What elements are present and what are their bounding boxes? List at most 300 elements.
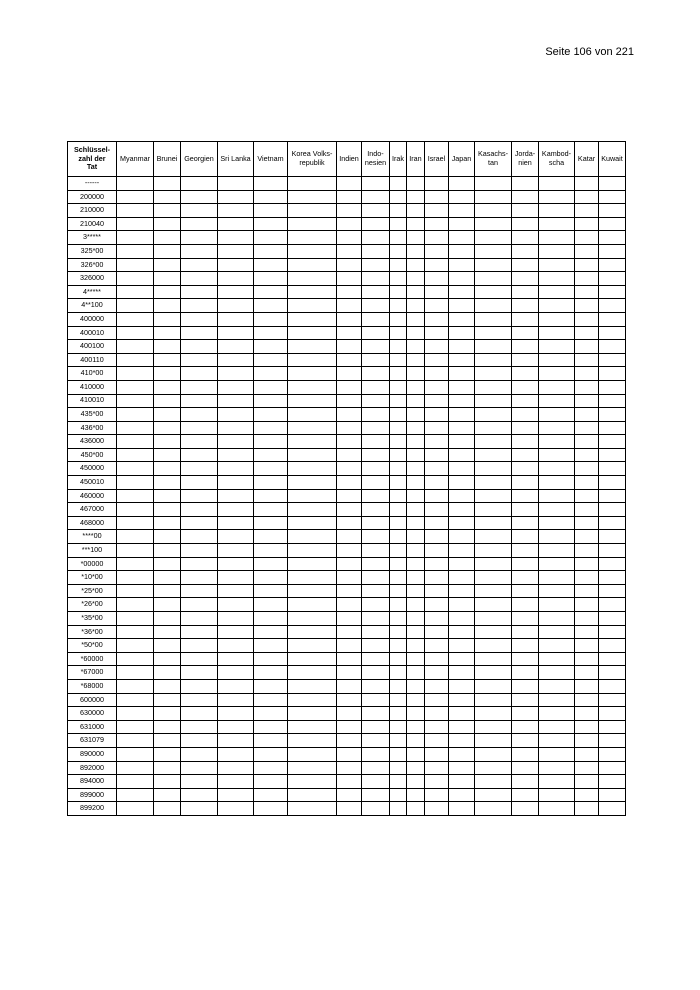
empty-cell: [449, 503, 475, 517]
empty-cell: [390, 720, 407, 734]
empty-cell: [475, 747, 512, 761]
table-row: [68, 775, 626, 789]
empty-cell: [181, 285, 218, 299]
empty-cell: [337, 217, 362, 231]
empty-cell: [539, 312, 575, 326]
empty-cell: [425, 421, 449, 435]
empty-cell: [539, 516, 575, 530]
empty-cell: [254, 367, 288, 381]
country-column-header: Jorda- nien: [512, 142, 539, 177]
empty-cell: [154, 571, 181, 585]
empty-cell: [425, 190, 449, 204]
offense-key-cell: 400010: [68, 326, 117, 340]
empty-cell: [599, 516, 626, 530]
empty-cell: [390, 584, 407, 598]
table-row: [68, 747, 626, 761]
empty-cell: [575, 625, 599, 639]
empty-cell: [181, 707, 218, 721]
empty-cell: [539, 652, 575, 666]
offense-key-cell: 435*00: [68, 408, 117, 422]
empty-cell: [218, 421, 254, 435]
empty-cell: [181, 353, 218, 367]
empty-cell: [117, 734, 154, 748]
empty-cell: [407, 421, 425, 435]
empty-cell: [512, 693, 539, 707]
empty-cell: [407, 177, 425, 191]
empty-cell: [599, 571, 626, 585]
empty-cell: [288, 190, 337, 204]
empty-cell: [117, 775, 154, 789]
empty-cell: [117, 666, 154, 680]
empty-cell: [288, 598, 337, 612]
empty-cell: [475, 272, 512, 286]
empty-cell: [449, 204, 475, 218]
empty-cell: [288, 584, 337, 598]
empty-cell: [117, 802, 154, 816]
empty-cell: [362, 802, 390, 816]
empty-cell: [390, 802, 407, 816]
empty-cell: [254, 217, 288, 231]
empty-cell: [154, 489, 181, 503]
empty-cell: [181, 394, 218, 408]
empty-cell: [390, 244, 407, 258]
empty-cell: [599, 489, 626, 503]
empty-cell: [449, 707, 475, 721]
offense-key-cell: 450*00: [68, 448, 117, 462]
empty-cell: [362, 652, 390, 666]
empty-cell: [254, 557, 288, 571]
empty-cell: [181, 340, 218, 354]
empty-cell: [425, 367, 449, 381]
empty-cell: [425, 394, 449, 408]
empty-cell: [288, 244, 337, 258]
empty-cell: [449, 285, 475, 299]
empty-cell: [288, 666, 337, 680]
empty-cell: [425, 258, 449, 272]
empty-cell: [539, 557, 575, 571]
empty-cell: [475, 258, 512, 272]
offense-key-cell: 436000: [68, 435, 117, 449]
empty-cell: [512, 190, 539, 204]
empty-cell: [512, 326, 539, 340]
table-row: [68, 190, 626, 204]
empty-cell: [181, 612, 218, 626]
empty-cell: [575, 693, 599, 707]
empty-cell: [117, 312, 154, 326]
empty-cell: [117, 421, 154, 435]
country-column-header: Vietnam: [254, 142, 288, 177]
empty-cell: [254, 571, 288, 585]
empty-cell: [218, 489, 254, 503]
empty-cell: [475, 598, 512, 612]
empty-cell: [512, 707, 539, 721]
empty-cell: [475, 707, 512, 721]
empty-cell: [154, 625, 181, 639]
offense-key-cell: *26*00: [68, 598, 117, 612]
empty-cell: [575, 340, 599, 354]
empty-cell: [337, 802, 362, 816]
empty-cell: [154, 367, 181, 381]
empty-cell: [181, 516, 218, 530]
offense-key-cell: ****00: [68, 530, 117, 544]
empty-cell: [337, 231, 362, 245]
empty-cell: [218, 571, 254, 585]
empty-cell: [337, 177, 362, 191]
empty-cell: [254, 353, 288, 367]
empty-cell: [337, 775, 362, 789]
empty-cell: [254, 775, 288, 789]
empty-cell: [218, 503, 254, 517]
empty-cell: [218, 761, 254, 775]
empty-cell: [117, 272, 154, 286]
empty-cell: [512, 734, 539, 748]
empty-cell: [117, 367, 154, 381]
empty-cell: [512, 258, 539, 272]
offense-key-cell: 894000: [68, 775, 117, 789]
empty-cell: [539, 204, 575, 218]
empty-cell: [181, 557, 218, 571]
empty-cell: [288, 571, 337, 585]
empty-cell: [390, 679, 407, 693]
empty-cell: [575, 258, 599, 272]
empty-cell: [475, 231, 512, 245]
empty-cell: [117, 258, 154, 272]
empty-cell: [362, 598, 390, 612]
empty-cell: [390, 707, 407, 721]
empty-cell: [181, 217, 218, 231]
empty-cell: [512, 367, 539, 381]
empty-cell: [512, 177, 539, 191]
empty-cell: [575, 747, 599, 761]
table-row: [68, 679, 626, 693]
empty-cell: [475, 448, 512, 462]
empty-cell: [254, 639, 288, 653]
empty-cell: [337, 394, 362, 408]
empty-cell: [288, 299, 337, 313]
empty-cell: [117, 584, 154, 598]
empty-cell: [117, 217, 154, 231]
empty-cell: [475, 394, 512, 408]
empty-cell: [599, 312, 626, 326]
empty-cell: [599, 204, 626, 218]
empty-cell: [407, 326, 425, 340]
empty-cell: [425, 720, 449, 734]
empty-cell: [117, 380, 154, 394]
empty-cell: [337, 489, 362, 503]
empty-cell: [425, 272, 449, 286]
table-row: [68, 503, 626, 517]
empty-cell: [390, 367, 407, 381]
empty-cell: [288, 639, 337, 653]
empty-cell: [539, 394, 575, 408]
empty-cell: [181, 312, 218, 326]
empty-cell: [288, 476, 337, 490]
empty-cell: [362, 612, 390, 626]
empty-cell: [449, 720, 475, 734]
empty-cell: [117, 489, 154, 503]
empty-cell: [449, 421, 475, 435]
empty-cell: [154, 204, 181, 218]
empty-cell: [575, 652, 599, 666]
empty-cell: [539, 598, 575, 612]
empty-cell: [288, 489, 337, 503]
empty-cell: [512, 598, 539, 612]
offense-key-cell: 410*00: [68, 367, 117, 381]
empty-cell: [288, 272, 337, 286]
empty-cell: [575, 666, 599, 680]
empty-cell: [425, 476, 449, 490]
empty-cell: [337, 516, 362, 530]
empty-cell: [599, 544, 626, 558]
empty-cell: [288, 462, 337, 476]
empty-cell: [575, 380, 599, 394]
empty-cell: [181, 380, 218, 394]
empty-cell: [117, 435, 154, 449]
empty-cell: [288, 285, 337, 299]
empty-cell: [575, 448, 599, 462]
empty-cell: [218, 204, 254, 218]
empty-cell: [575, 707, 599, 721]
table-row: [68, 462, 626, 476]
empty-cell: [181, 747, 218, 761]
empty-cell: [599, 584, 626, 598]
offense-key-cell: 410000: [68, 380, 117, 394]
empty-cell: [362, 693, 390, 707]
empty-cell: [390, 571, 407, 585]
empty-cell: [362, 707, 390, 721]
empty-cell: [390, 353, 407, 367]
empty-cell: [117, 326, 154, 340]
empty-cell: [117, 394, 154, 408]
empty-cell: [117, 598, 154, 612]
empty-cell: [362, 408, 390, 422]
empty-cell: [599, 299, 626, 313]
empty-cell: [218, 408, 254, 422]
empty-cell: [425, 639, 449, 653]
offense-key-cell: *10*00: [68, 571, 117, 585]
empty-cell: [407, 679, 425, 693]
empty-cell: [154, 679, 181, 693]
empty-cell: [512, 285, 539, 299]
empty-cell: [512, 720, 539, 734]
empty-cell: [288, 652, 337, 666]
empty-cell: [599, 639, 626, 653]
empty-cell: [117, 788, 154, 802]
empty-cell: [449, 802, 475, 816]
country-column-header: Indien: [337, 142, 362, 177]
empty-cell: [218, 516, 254, 530]
offense-key-cell: 4*****: [68, 285, 117, 299]
empty-cell: [425, 326, 449, 340]
empty-cell: [425, 312, 449, 326]
empty-cell: [599, 177, 626, 191]
empty-cell: [254, 734, 288, 748]
empty-cell: [181, 367, 218, 381]
empty-cell: [362, 326, 390, 340]
empty-cell: [390, 503, 407, 517]
empty-cell: [254, 380, 288, 394]
empty-cell: [575, 394, 599, 408]
empty-cell: [475, 244, 512, 258]
empty-cell: [512, 231, 539, 245]
empty-cell: [475, 353, 512, 367]
empty-cell: [117, 340, 154, 354]
empty-cell: [449, 666, 475, 680]
empty-cell: [288, 747, 337, 761]
empty-cell: [575, 544, 599, 558]
empty-cell: [475, 625, 512, 639]
table-row: [68, 244, 626, 258]
empty-cell: [390, 231, 407, 245]
empty-cell: [254, 530, 288, 544]
empty-cell: [425, 557, 449, 571]
empty-cell: [254, 747, 288, 761]
empty-cell: [575, 421, 599, 435]
empty-cell: [425, 435, 449, 449]
empty-cell: [390, 408, 407, 422]
empty-cell: [539, 775, 575, 789]
empty-cell: [407, 571, 425, 585]
empty-cell: [449, 612, 475, 626]
table-row: [68, 421, 626, 435]
empty-cell: [475, 544, 512, 558]
table-row: [68, 612, 626, 626]
empty-cell: [475, 652, 512, 666]
empty-cell: [154, 775, 181, 789]
empty-cell: [475, 761, 512, 775]
empty-cell: [337, 312, 362, 326]
empty-cell: [218, 177, 254, 191]
empty-cell: [390, 747, 407, 761]
empty-cell: [575, 761, 599, 775]
empty-cell: [475, 557, 512, 571]
empty-cell: [449, 761, 475, 775]
empty-cell: [288, 557, 337, 571]
empty-cell: [288, 802, 337, 816]
empty-cell: [575, 598, 599, 612]
empty-cell: [218, 625, 254, 639]
empty-cell: [475, 190, 512, 204]
empty-cell: [218, 476, 254, 490]
empty-cell: [254, 693, 288, 707]
empty-cell: [599, 394, 626, 408]
empty-cell: [407, 639, 425, 653]
empty-cell: [254, 462, 288, 476]
empty-cell: [599, 285, 626, 299]
empty-cell: [449, 476, 475, 490]
empty-cell: [218, 584, 254, 598]
empty-cell: [362, 190, 390, 204]
empty-cell: [512, 625, 539, 639]
empty-cell: [288, 326, 337, 340]
empty-cell: [337, 598, 362, 612]
empty-cell: [539, 802, 575, 816]
empty-cell: [475, 367, 512, 381]
empty-cell: [449, 544, 475, 558]
empty-cell: [539, 380, 575, 394]
empty-cell: [254, 598, 288, 612]
empty-cell: [254, 190, 288, 204]
empty-cell: [539, 693, 575, 707]
offense-key-cell: 631000: [68, 720, 117, 734]
empty-cell: [475, 435, 512, 449]
empty-cell: [254, 720, 288, 734]
table-row: [68, 177, 626, 191]
empty-cell: [154, 190, 181, 204]
empty-cell: [117, 408, 154, 422]
empty-cell: [425, 489, 449, 503]
table-row: [68, 340, 626, 354]
empty-cell: [218, 217, 254, 231]
empty-cell: [218, 693, 254, 707]
empty-cell: [449, 394, 475, 408]
empty-cell: [181, 258, 218, 272]
empty-cell: [181, 326, 218, 340]
empty-cell: [425, 530, 449, 544]
empty-cell: [449, 435, 475, 449]
empty-cell: [599, 353, 626, 367]
empty-cell: [218, 679, 254, 693]
empty-cell: [575, 516, 599, 530]
empty-cell: [475, 177, 512, 191]
empty-cell: [575, 285, 599, 299]
empty-cell: [449, 408, 475, 422]
empty-cell: [539, 462, 575, 476]
offense-key-cell: *00000: [68, 557, 117, 571]
empty-cell: [539, 190, 575, 204]
empty-cell: [390, 516, 407, 530]
empty-cell: [539, 448, 575, 462]
empty-cell: [407, 217, 425, 231]
empty-cell: [288, 367, 337, 381]
empty-cell: [475, 571, 512, 585]
table-row: [68, 231, 626, 245]
empty-cell: [539, 421, 575, 435]
empty-cell: [181, 639, 218, 653]
table-row: [68, 720, 626, 734]
empty-cell: [218, 557, 254, 571]
offense-key-cell: 899000: [68, 788, 117, 802]
empty-cell: [539, 272, 575, 286]
empty-cell: [407, 530, 425, 544]
empty-cell: [407, 612, 425, 626]
empty-cell: [425, 707, 449, 721]
empty-cell: [117, 231, 154, 245]
empty-cell: [254, 489, 288, 503]
empty-cell: [362, 761, 390, 775]
empty-cell: [117, 747, 154, 761]
empty-cell: [539, 747, 575, 761]
empty-cell: [539, 340, 575, 354]
empty-cell: [154, 693, 181, 707]
empty-cell: [599, 421, 626, 435]
empty-cell: [288, 340, 337, 354]
empty-cell: [218, 734, 254, 748]
empty-cell: [117, 285, 154, 299]
empty-cell: [407, 448, 425, 462]
empty-cell: [539, 177, 575, 191]
table-row: [68, 598, 626, 612]
empty-cell: [575, 435, 599, 449]
empty-cell: [117, 204, 154, 218]
empty-cell: [599, 775, 626, 789]
empty-cell: [288, 788, 337, 802]
empty-cell: [390, 285, 407, 299]
empty-cell: [337, 707, 362, 721]
empty-cell: [117, 652, 154, 666]
empty-cell: [407, 584, 425, 598]
empty-cell: [575, 476, 599, 490]
